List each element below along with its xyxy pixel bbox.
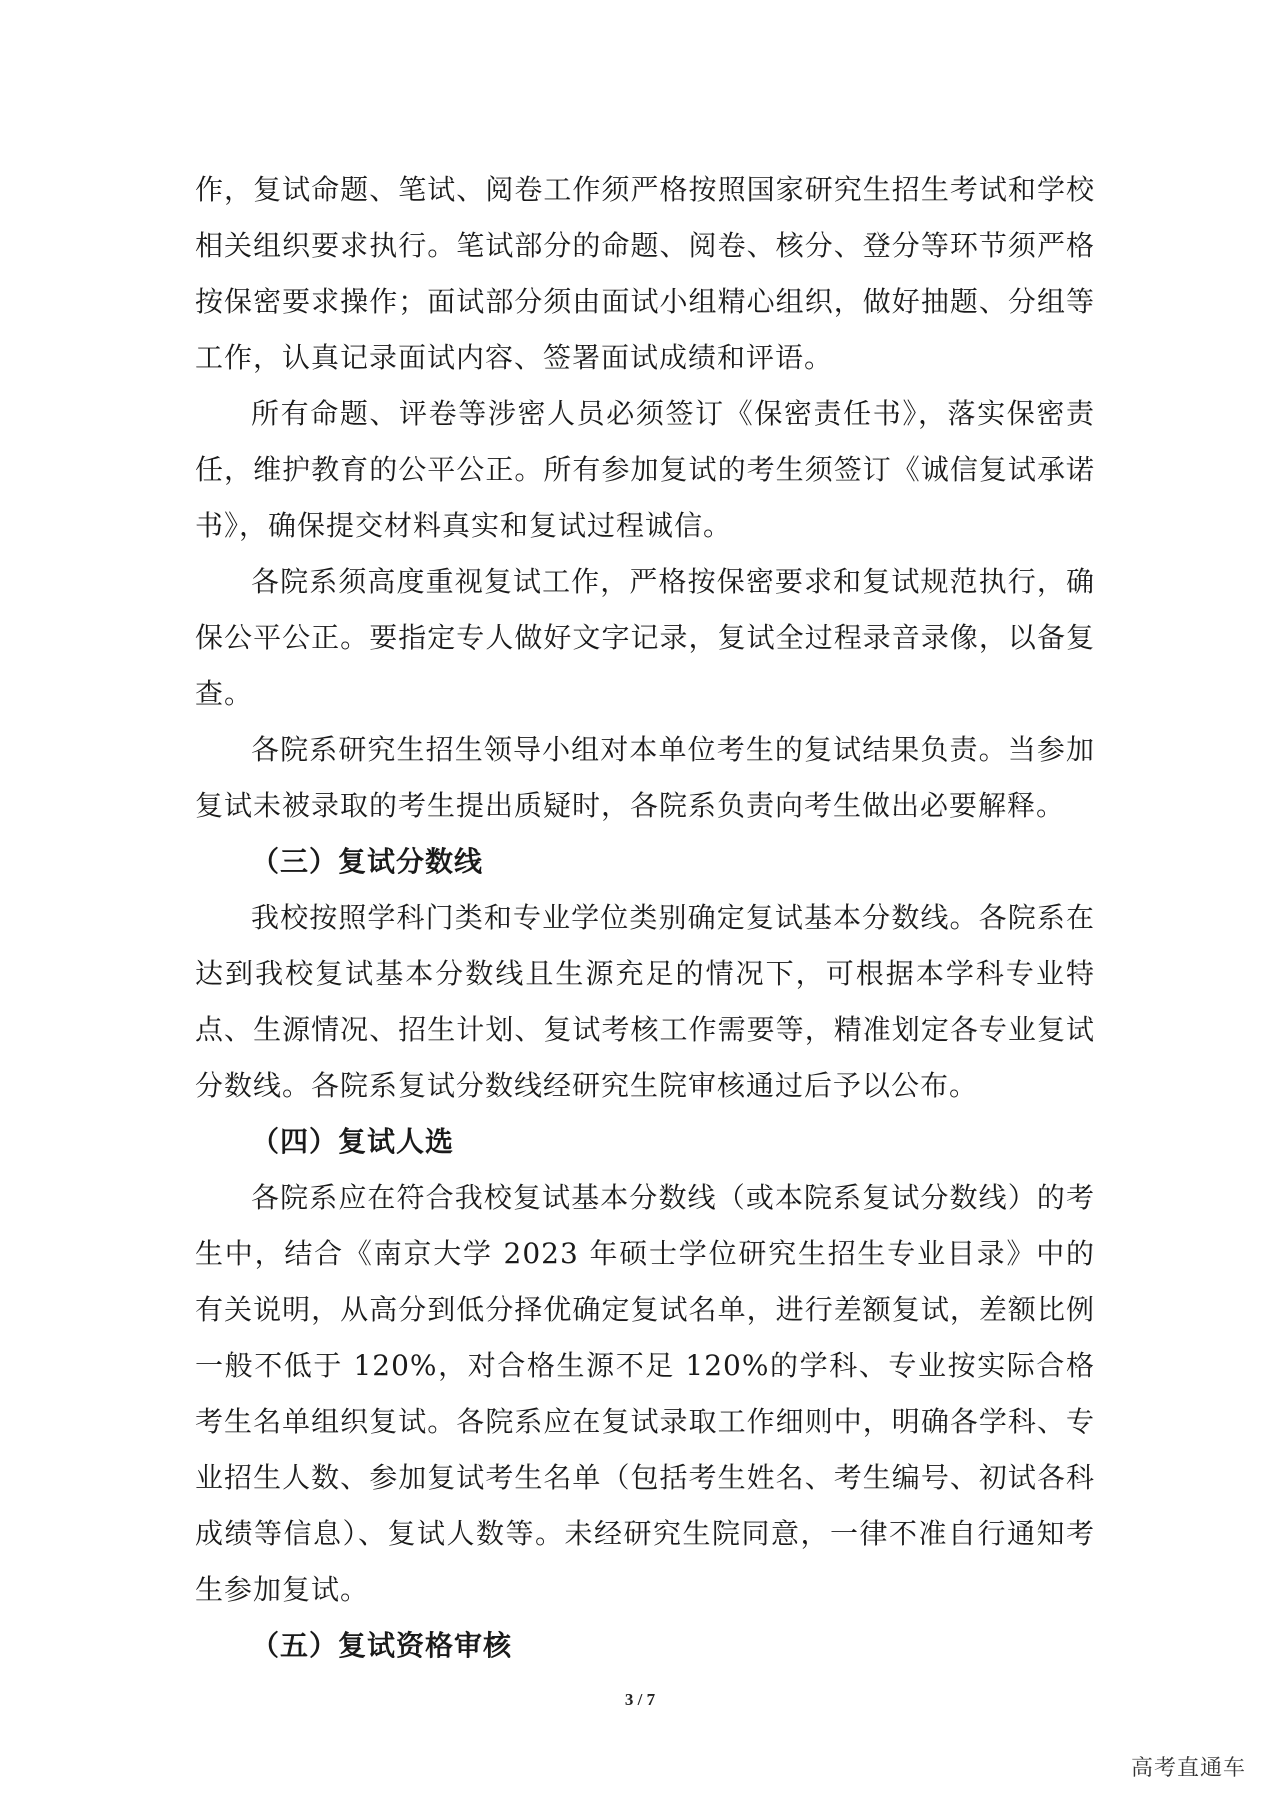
page-content bbox=[195, 162, 1095, 1674]
section-heading-5: （五）复试资格审核 bbox=[251, 1629, 513, 1662]
paragraph-1: 作，复试命题、笔试、阅卷工作须严格按照国家研究生招生考试和学校相关组织要求执行。笔试部分的命题、阅卷、核分、登分等环节须严格按保密要求操作；面试部分须由面试小组精心组织，做好抽题、分组等工作，认真记录面试内容、签署面试成绩和评语。 bbox=[195, 173, 1095, 374]
paragraph-3: 各院系须高度重视复试工作，严格按保密要求和复试规范执行，确保公平公正。要指定专人做好文字记录，复试全过程录音录像，以备复查。 bbox=[195, 565, 1095, 710]
paragraph-4: 各院系研究生招生领导小组对本单位考生的复试结果负责。当参加复试未被录取的考生提出质疑时，各院系负责向考生做出必要解释。 bbox=[195, 733, 1095, 822]
watermark-text: 高考直通车 bbox=[1130, 1756, 1246, 1781]
section-heading-3: （三）复试分数线 bbox=[251, 845, 484, 878]
paragraph-6: 各院系应在符合我校复试基本分数线（或本院系复试分数线）的考生中，结合《南京大学 2023 年硕士学位研究生招生专业目录》中的有关说明，从高分到低分择优确定复试名单，进行差额复试，差额比例一般不低于 120%，对合格生源不足 120%的学科、专业按实际合格考生名单组织复试。各院系应在复试录取工作细则中，明确各学科、专业招生人数、参加复试考生名单（包括考生姓名、考生编号、初试各科成绩等信息）、复试人数等。未经研究生院同意，一律不准自行通知考生参加复试。 bbox=[195, 1181, 1095, 1606]
page-number: 3 / 7 bbox=[624, 1690, 656, 1709]
paragraph-5: 我校按照学科门类和专业学位类别确定复试基本分数线。各院系在达到我校复试基本分数线且生源充足的情况下，可根据本学科专业特点、生源情况、招生计划、复试考核工作需要等，精准划定各专业复试分数线。各院系复试分数线经研究生院审核通过后予以公布。 bbox=[195, 901, 1095, 1102]
paragraph-2: 所有命题、评卷等涉密人员必须签订《保密责任书》，落实保密责任，维护教育的公平公正。所有参加复试的考生须签订《诚信复试承诺书》，确保提交材料真实和复试过程诚信。 bbox=[195, 397, 1095, 542]
section-heading-4: （四）复试人选 bbox=[251, 1125, 455, 1158]
